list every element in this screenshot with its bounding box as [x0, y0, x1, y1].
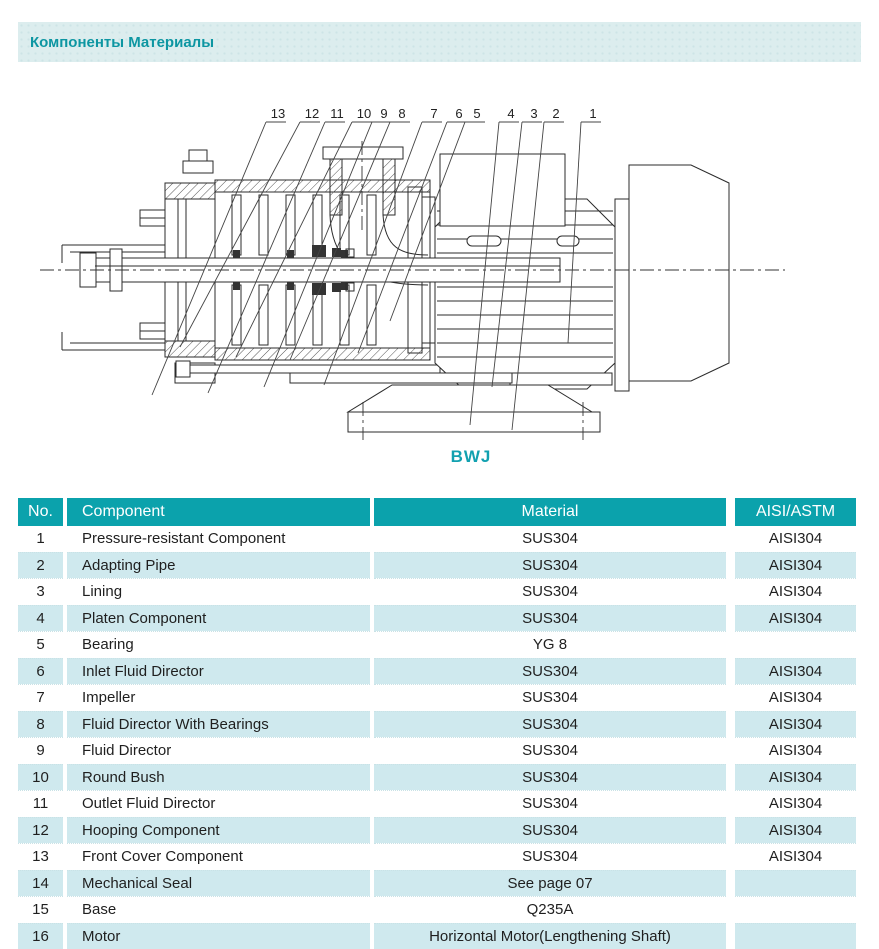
cell-no: 10 [18, 764, 63, 791]
cell-no: 15 [18, 896, 63, 923]
cell-aisi [735, 896, 856, 923]
table-row [18, 896, 861, 923]
pump-drawing [40, 95, 840, 440]
diagram-callout: 13 [271, 106, 285, 121]
table-row [18, 552, 861, 579]
cell-component: Impeller [67, 684, 370, 711]
cell-material: SUS304 [374, 790, 726, 817]
table-row [18, 658, 861, 685]
cell-no: 6 [18, 658, 63, 685]
table-body [18, 526, 861, 949]
cell-material: SUS304 [374, 526, 726, 552]
cell-material: SUS304 [374, 605, 726, 632]
cell-no: 3 [18, 578, 63, 605]
table-row [18, 631, 861, 658]
cell-aisi [735, 870, 856, 897]
cell-no: 12 [18, 817, 63, 844]
cell-aisi: AISI304 [735, 764, 856, 791]
diagram-callout: 2 [552, 106, 559, 121]
cell-component: Bearing [67, 631, 370, 658]
diagram-callout: 11 [330, 106, 344, 121]
table-row [18, 817, 861, 844]
cell-component: Inlet Fluid Director [67, 658, 370, 685]
pump-cross-section-diagram [40, 95, 840, 475]
table-row [18, 526, 861, 552]
cell-material: SUS304 [374, 578, 726, 605]
cell-material: SUS304 [374, 843, 726, 870]
cell-no: 4 [18, 605, 63, 632]
table-row [18, 923, 861, 949]
cell-aisi: AISI304 [735, 737, 856, 764]
cell-no: 7 [18, 684, 63, 711]
diagram-callout: 4 [507, 106, 514, 121]
header-component: Component [67, 498, 370, 526]
cell-aisi: AISI304 [735, 817, 856, 844]
table-row [18, 711, 861, 738]
cell-aisi [735, 923, 856, 949]
cell-component: Pressure-resistant Component [67, 526, 370, 552]
cell-material: YG 8 [374, 631, 726, 658]
cell-material: SUS304 [374, 658, 726, 685]
cell-component: Motor [67, 923, 370, 949]
table-row [18, 764, 861, 791]
cell-aisi: AISI304 [735, 711, 856, 738]
cell-no: 16 [18, 923, 63, 949]
table-row [18, 790, 861, 817]
cell-no: 8 [18, 711, 63, 738]
diagram-callout: 12 [305, 106, 319, 121]
table-row [18, 578, 861, 605]
table-row [18, 737, 861, 764]
diagram-callout: 1 [589, 106, 596, 121]
diagram-callout: 5 [473, 106, 480, 121]
cell-component: Outlet Fluid Director [67, 790, 370, 817]
cell-component: Base [67, 896, 370, 923]
cell-component: Lining [67, 578, 370, 605]
table-header [18, 498, 861, 526]
cell-component: Fluid Director [67, 737, 370, 764]
cell-aisi: AISI304 [735, 843, 856, 870]
cell-no: 11 [18, 790, 63, 817]
cell-component: Hooping Component [67, 817, 370, 844]
cell-no: 14 [18, 870, 63, 897]
cell-aisi: AISI304 [735, 578, 856, 605]
cell-no: 1 [18, 526, 63, 552]
diagram-callout: 6 [455, 106, 462, 121]
cell-no: 5 [18, 631, 63, 658]
cell-material: SUS304 [374, 552, 726, 579]
cell-aisi: AISI304 [735, 658, 856, 685]
cell-material: SUS304 [374, 817, 726, 844]
header-material: Material [374, 498, 726, 526]
cell-material: SUS304 [374, 684, 726, 711]
cell-aisi: AISI304 [735, 684, 856, 711]
table-row [18, 843, 861, 870]
section-title-bar [18, 22, 861, 62]
cell-component: Round Bush [67, 764, 370, 791]
cell-component: Platen Component [67, 605, 370, 632]
cell-aisi [735, 631, 856, 658]
cell-material: Q235A [374, 896, 726, 923]
cell-no: 13 [18, 843, 63, 870]
cell-aisi: AISI304 [735, 605, 856, 632]
cell-aisi: AISI304 [735, 526, 856, 552]
cell-component: Front Cover Component [67, 843, 370, 870]
diagram-callout: 7 [430, 106, 437, 121]
cell-component: Fluid Director With Bearings [67, 711, 370, 738]
cell-component: Adapting Pipe [67, 552, 370, 579]
model-label: BWJ [391, 447, 551, 467]
components-materials-table [18, 498, 861, 949]
header-aisi: AISI/ASTM [735, 498, 856, 526]
diagram-callout: 9 [380, 106, 387, 121]
cell-material: SUS304 [374, 737, 726, 764]
table-row [18, 870, 861, 897]
cell-component: Mechanical Seal [67, 870, 370, 897]
cell-aisi: AISI304 [735, 790, 856, 817]
cell-no: 2 [18, 552, 63, 579]
header-no: No. [18, 498, 63, 526]
cell-material: See page 07 [374, 870, 726, 897]
section-title: Компоненты Материалы [18, 34, 214, 51]
cell-aisi: AISI304 [735, 552, 856, 579]
cell-material: Horizontal Motor(Lengthening Shaft) [374, 923, 726, 949]
cell-material: SUS304 [374, 764, 726, 791]
diagram-callout: 8 [398, 106, 405, 121]
diagram-callout: 3 [530, 106, 537, 121]
table-row [18, 684, 861, 711]
table-row [18, 605, 861, 632]
cell-no: 9 [18, 737, 63, 764]
cell-material: SUS304 [374, 711, 726, 738]
diagram-callout: 10 [357, 106, 371, 121]
